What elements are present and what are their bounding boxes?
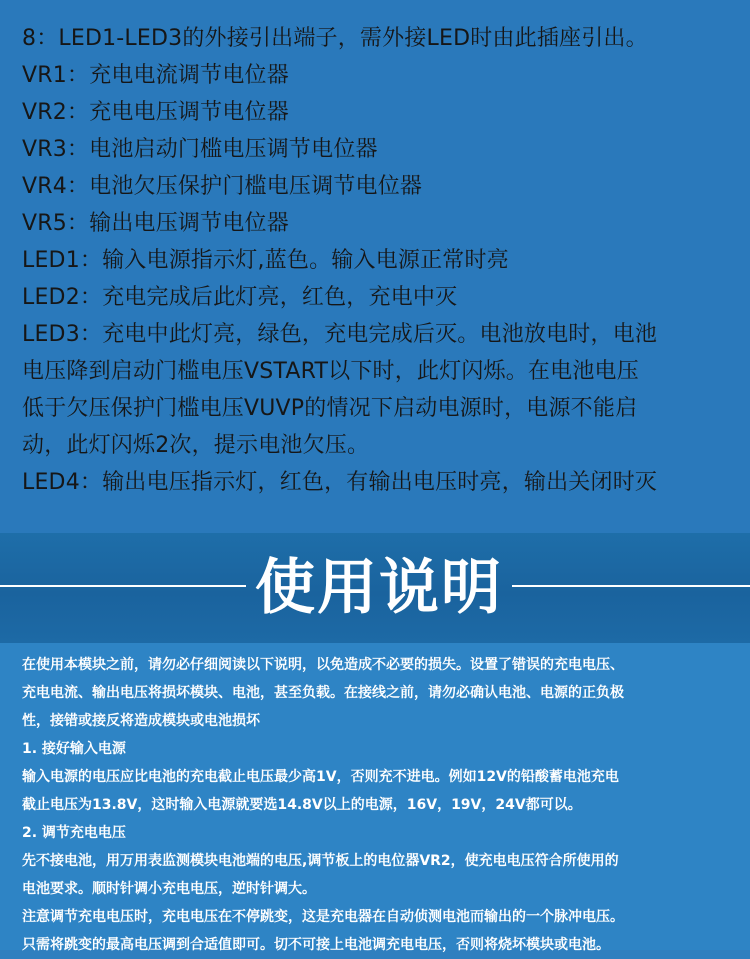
description-line: 动，此灯闪烁2次，提示电池欠压。: [22, 433, 370, 458]
section-banner: [0, 533, 750, 643]
description-line: 8：LED1-LED3的外接引出端子，需外接LED时由此插座引出。: [22, 26, 648, 51]
banner-divider-right: [512, 585, 750, 587]
step-heading: 1. 接好输入电源: [22, 741, 126, 757]
instruction-line: 性，接错或接反将造成模块或电池损坏: [22, 713, 260, 729]
instruction-line: 注意调节充电电压时，充电电压在不停跳变，这是充电器在自动侦测电池而输出的一个脉冲电压。: [22, 909, 624, 925]
instruction-line: 输入电源的电压应比电池的充电截止电压最少高1V，否则充不进电。例如12V的铅酸蓄电池充电: [22, 769, 619, 785]
banner-divider-left: [0, 585, 246, 587]
description-line: VR3：电池启动门槛电压调节电位器: [22, 137, 378, 162]
description-line: VR2：充电电压调节电位器: [22, 100, 289, 125]
instruction-line: 在使用本模块之前，请勿必仔细阅读以下说明，以免造成不必要的损失。设置了错误的充电电压、: [22, 657, 624, 673]
description-line: LED1：输入电源指示灯,蓝色。输入电源正常时亮: [22, 248, 509, 273]
description-line: VR1：充电电流调节电位器: [22, 63, 289, 88]
instruction-line: 只需将跳变的最高电压调到合适值即可。切不可接上电池调充电电压，否则将烧坏模块或电池。: [22, 937, 610, 953]
instruction-line: 先不接电池，用万用表监测模块电池端的电压,调节板上的电位器VR2，使充电电压符合所使用的: [22, 853, 619, 869]
instruction-line: 截止电压为13.8V，这时输入电源就要选14.8V以上的电源，16V，19V，24V都可以。: [22, 797, 582, 813]
description-line: LED4：输出电压指示灯，红色，有输出电压时亮，输出关闭时灭: [22, 470, 658, 495]
component-description-list: [22, 20, 736, 501]
description-line: LED3：充电中此灯亮，绿色，充电完成后灭。电池放电时，电池: [22, 322, 658, 347]
section-title: 使用说明: [255, 553, 503, 623]
instruction-line: 充电电流、输出电压将损坏模块、电池，甚至负载。在接线之前，请勿必确认电池、电源的正负极: [22, 685, 624, 701]
usage-instructions-section: [0, 643, 750, 953]
description-line: VR4：电池欠压保护门槛电压调节电位器: [22, 174, 423, 199]
description-line: LED2：充电完成后此灯亮，红色，充电中灭: [22, 285, 458, 310]
description-line: VR5：输出电压调节电位器: [22, 211, 289, 236]
description-line: 电压降到启动门槛电压VSTART以下时，此灯闪烁。在电池电压: [22, 359, 639, 384]
instruction-line: 电池要求。顺时针调小充电电压，逆时针调大。: [22, 881, 316, 897]
step-heading: 2. 调节充电电压: [22, 825, 126, 841]
description-line: 低于欠压保护门槛电压VUVP的情况下启动电源时，电源不能启: [22, 396, 638, 421]
usage-instructions-list: [22, 651, 738, 959]
